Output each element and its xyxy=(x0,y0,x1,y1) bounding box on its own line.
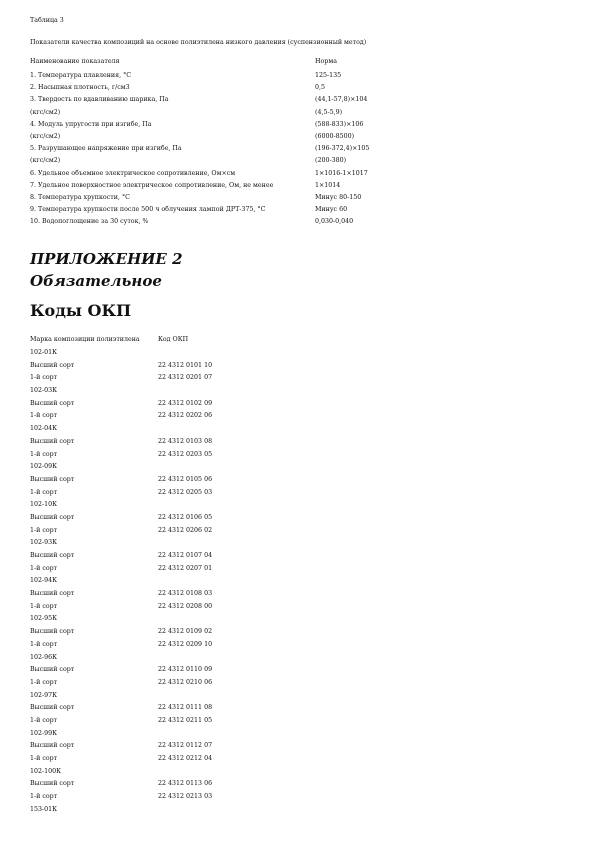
row-label: 8. Температура хрупкости, °С xyxy=(30,193,130,201)
row-label: Высший сорт xyxy=(30,590,75,598)
row-label: 1-й сорт xyxy=(30,793,58,801)
row-label: 102-99К xyxy=(30,729,58,737)
row-value: 22 4312 0111 08 xyxy=(158,704,213,712)
row-value: 0,030-0,040 xyxy=(315,218,354,226)
table-row xyxy=(30,553,330,566)
row-label: 1-й сорт xyxy=(30,564,58,572)
table-row xyxy=(30,515,330,528)
row-label: 102-09К xyxy=(30,463,58,471)
row-value: 22 4312 0212 04 xyxy=(158,755,213,762)
column-header-name: Наименование показателя xyxy=(30,58,120,65)
row-label: 102-96К xyxy=(30,653,58,661)
row-label: 102-10К xyxy=(30,501,58,509)
table-row xyxy=(30,490,330,503)
row-value: 22 4312 0113 06 xyxy=(158,780,213,788)
row-label: 5. Разрушающее напряжение при изгибе, Па xyxy=(30,145,182,153)
row-label: 6. Удельное объемное электрическое сопротивление, Ом×см xyxy=(30,169,236,177)
table-row xyxy=(30,171,570,183)
table-row xyxy=(30,629,330,642)
table-row xyxy=(30,807,330,820)
row-value: 22 4312 0106 05 xyxy=(158,513,213,521)
table-row xyxy=(30,642,330,655)
table-row xyxy=(30,219,570,231)
table-row xyxy=(30,566,330,579)
table-row xyxy=(30,604,330,617)
row-value: 22 4312 0105 06 xyxy=(158,475,213,483)
row-value: 22 4312 0110 09 xyxy=(158,666,213,674)
row-label: 102-94К xyxy=(30,577,58,585)
row-label: 3. Твердость по вдавливанию шарика, Па xyxy=(30,96,169,104)
row-label: Высший сорт xyxy=(30,437,75,445)
row-value: Минус 60 xyxy=(315,206,348,214)
row-value: 22 4312 0209 10 xyxy=(158,640,213,648)
table-row xyxy=(30,680,330,693)
row-value: 22 4312 0112 07 xyxy=(158,742,213,750)
row-value: 22 4312 0109 02 xyxy=(158,628,213,636)
row-label: 1-й сорт xyxy=(30,602,58,610)
table-title: Таблица 3 xyxy=(30,17,64,24)
row-value: 22 4312 0213 03 xyxy=(158,793,213,801)
row-value: Минус 80-150 xyxy=(315,193,362,201)
row-label: 153-01К xyxy=(30,805,58,813)
row-value: 125-135 xyxy=(315,72,342,79)
row-label: (кгс/см2) xyxy=(30,157,61,165)
row-label: Высший сорт xyxy=(30,399,75,407)
row-value: 22 4312 0207 01 xyxy=(158,564,213,572)
table-header xyxy=(30,59,570,69)
table-row xyxy=(30,756,330,769)
row-label: 1-й сорт xyxy=(30,412,58,420)
row-label: 102-97К xyxy=(30,691,58,699)
row-value: (200-380) xyxy=(315,157,347,165)
row-label: Высший сорт xyxy=(30,780,75,788)
table-row xyxy=(30,388,330,401)
codes-title: Коды ОКП xyxy=(30,301,132,320)
table-caption: Показатели качества композиций на основе полиэтилена низкого давления (суспензионный метод) xyxy=(30,39,367,46)
row-label: 102-93К xyxy=(30,539,58,547)
table-row xyxy=(30,413,330,426)
quality-table xyxy=(30,73,570,231)
row-value: 22 4312 0206 02 xyxy=(158,526,213,534)
row-value: 22 4312 0211 05 xyxy=(158,716,213,724)
table-row xyxy=(30,426,330,439)
row-value: 22 4312 0201 07 xyxy=(158,374,213,382)
table-row xyxy=(30,158,570,170)
table-row xyxy=(30,97,570,109)
row-value: 22 4312 0108 03 xyxy=(158,590,213,598)
row-label: 1-й сорт xyxy=(30,526,58,534)
row-label: Высший сорт xyxy=(30,361,75,369)
table-row xyxy=(30,110,570,122)
row-value: 22 4312 0107 04 xyxy=(158,552,213,559)
row-value: 1×1014 xyxy=(315,181,341,189)
row-value: 22 4312 0202 06 xyxy=(158,412,213,420)
row-value: 1×1016-1×1017 xyxy=(315,169,368,177)
row-value: 22 4312 0102 09 xyxy=(158,399,213,407)
table-row xyxy=(30,464,330,477)
row-label: 9. Температура хрупкости после 500 ч облучения лампой ДРТ-375, °С xyxy=(30,206,266,214)
row-value: 0,5 xyxy=(315,84,326,92)
table-row xyxy=(30,375,330,388)
row-label: Высший сорт xyxy=(30,704,75,712)
row-value: 22 4312 0208 00 xyxy=(158,602,213,610)
row-label: 1-й сорт xyxy=(30,640,58,648)
row-label: 1-й сорт xyxy=(30,716,58,724)
row-label: Высший сорт xyxy=(30,628,75,636)
row-label: 1-й сорт xyxy=(30,488,58,496)
table-row xyxy=(30,667,330,680)
row-label: 2. Насыпная плотность, г/см3 xyxy=(30,84,130,92)
row-label: 1-й сорт xyxy=(30,678,58,686)
table-row xyxy=(30,528,330,541)
table-row xyxy=(30,122,570,134)
row-value: 22 4312 0101 10 xyxy=(158,361,213,369)
row-label: 102-100К xyxy=(30,767,62,775)
row-label: (кгс/см2) xyxy=(30,132,61,140)
column-header-norm: Норма xyxy=(315,58,337,65)
table-row xyxy=(30,477,330,490)
table-row xyxy=(30,591,330,604)
row-label: 10. Водопоглощение за 30 суток, % xyxy=(30,218,149,226)
appendix-title: ПРИЛОЖЕНИЕ 2 xyxy=(30,250,183,268)
row-label: 1-й сорт xyxy=(30,374,58,382)
table-row xyxy=(30,146,570,158)
row-value: (4,5-5,9) xyxy=(315,108,343,116)
table-row xyxy=(30,452,330,465)
row-label: Высший сорт xyxy=(30,666,75,674)
row-label: (кгс/см2) xyxy=(30,108,61,116)
row-value: (44,1-57,8)×104 xyxy=(315,96,368,104)
row-label: Высший сорт xyxy=(30,475,75,483)
appendix-subtitle: Обязательное xyxy=(30,272,162,290)
row-label: 4. Модуль упругости при изгибе, Па xyxy=(30,120,152,128)
row-label: 1-й сорт xyxy=(30,450,58,458)
row-label: 102-03К xyxy=(30,387,58,395)
column-header-code: Код ОКП xyxy=(158,336,189,343)
row-value: 22 4312 0210 06 xyxy=(158,678,213,686)
row-label: Высший сорт xyxy=(30,552,75,559)
row-value: (196-372,4)×105 xyxy=(315,145,370,153)
row-label: Высший сорт xyxy=(30,742,75,750)
row-label: 102-01К xyxy=(30,349,58,356)
row-value: 22 4312 0203 05 xyxy=(158,450,213,458)
codes-table xyxy=(30,350,330,819)
table-row xyxy=(30,439,330,452)
row-value: (588-833)×106 xyxy=(315,120,364,128)
row-label: 102-95К xyxy=(30,615,58,623)
table-row xyxy=(30,718,330,731)
table-row xyxy=(30,350,330,363)
column-header-brand: Марка композиции полиэтилена xyxy=(30,336,140,343)
row-label: 102-04К xyxy=(30,425,58,433)
row-value: 22 4312 0103 08 xyxy=(158,437,213,445)
table-row xyxy=(30,794,330,807)
codes-table-header xyxy=(30,337,330,347)
row-label: 1. Температура плавления, °С xyxy=(30,72,132,79)
row-label: 7. Удельное поверхностное электрическое сопротивление, Ом, не менее xyxy=(30,181,274,189)
row-value: 22 4312 0205 03 xyxy=(158,488,213,496)
row-value: (6000-8500) xyxy=(315,132,355,140)
row-label: Высший сорт xyxy=(30,513,75,521)
row-label: 1-й сорт xyxy=(30,755,58,762)
